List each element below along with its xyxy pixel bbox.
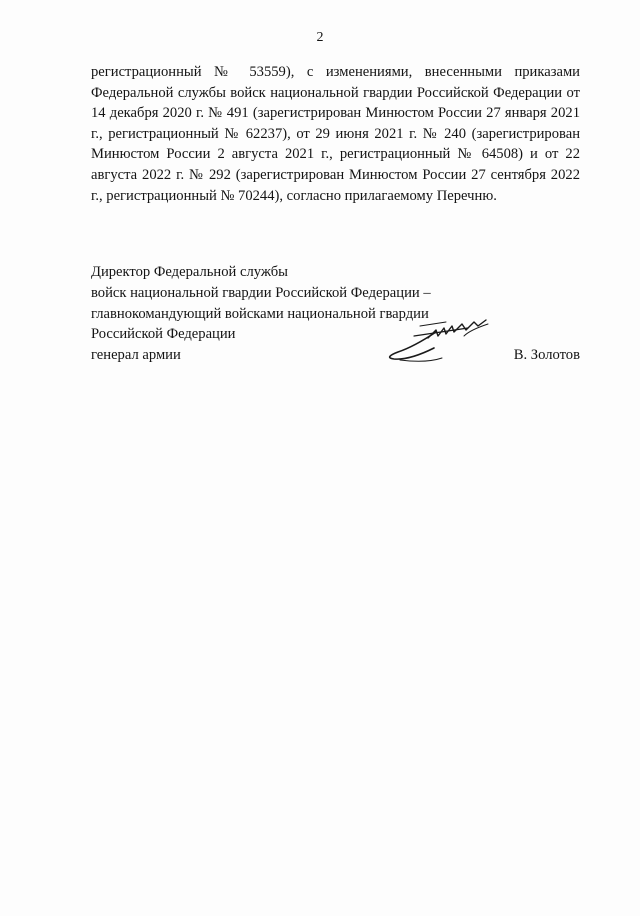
signatory-title-line: главнокомандующий войсками национальной гвардии [91, 305, 429, 322]
signatory-name: В. Золотов [513, 347, 580, 363]
signatory-title-line: войск национальной гвардии Российской Федерации – [91, 284, 431, 301]
page-number: 2 [316, 30, 324, 45]
signatory-title-line: Директор Федеральной службы [91, 264, 288, 280]
signatory-title-line: Российской Федерации [91, 326, 236, 343]
body-paragraph: регистрационный № 53559), с изменениями, внесенными приказами Федеральной службы войск национальной гвардии Российской Федерации от 14 декабря 2020 г. № 491 (зарегистрирован Минюстом России 27 января 2021 г., регистрационный № 62237), от 29 июня 2021 г. № 240 (зарегистрирован Минюстом России 2 августа 2021 г., регистрационный № 64508) и от 22 августа 2022 г. № 292 (зарегистрирован Минюстом России 27 сентября 2022 г., регистрационный № 70244), согласно прилагаемому Перечню. [91, 64, 580, 204]
signature-block [91, 262, 580, 366]
signatory-rank: генерал армии [91, 347, 181, 364]
